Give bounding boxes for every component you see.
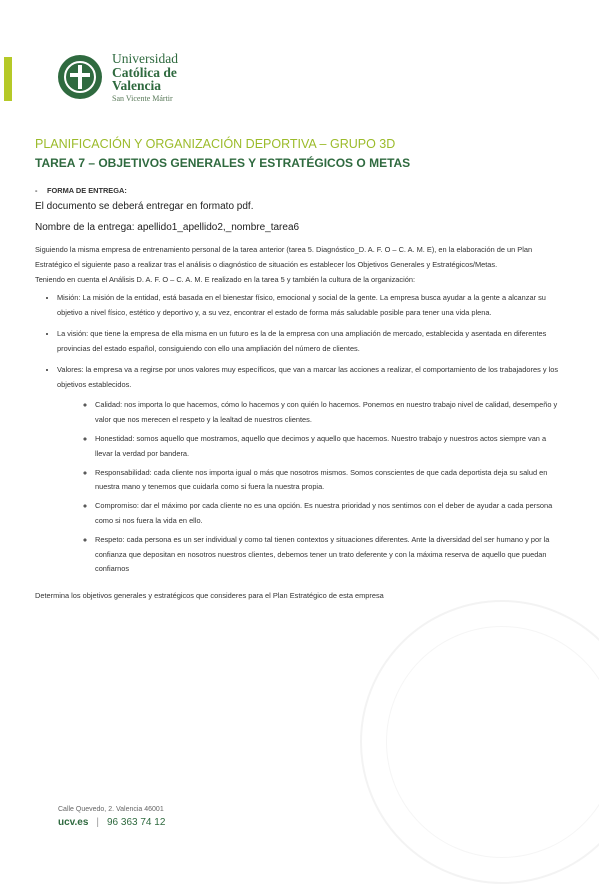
footer-separator: |: [96, 817, 99, 828]
value-honestidad: ◦ Honestidad: somos aquello que mostramos, aquello que decimos y aquello que hacemos. Nuestro trabajo y nuestros actos siempre van a llevar la verdad por bandera.: [95, 432, 565, 462]
intro-paragraph-2: Teniendo en cuenta el Análisis D. A. F. O – C. A. M. E realizado en la tarea 5 y también la cultura de la organización:: [35, 274, 416, 284]
dash-bullet: -: [35, 186, 38, 195]
footer-contact: [58, 817, 165, 828]
university-logo: [58, 52, 178, 103]
footer-address: Calle Quevedo, 2. Valencia 46001: [58, 806, 164, 813]
culture-list: [35, 291, 565, 577]
task-title: TAREA 7 – OBJETIVOS GENERALES Y ESTRATÉGICOS O METAS: [35, 156, 411, 170]
logo-line-1: Universidad: [112, 51, 178, 66]
closing-paragraph: Determina los objetivos generales y estratégicos que consideres para el Plan Estratégico de esta empresa: [35, 591, 384, 601]
website-link[interactable]: ucv.es: [58, 817, 89, 828]
list-item-vision: • La visión: que tiene la empresa de ella misma en un futuro es la de la empresa con una ampliación de mercado, establecida y asentada en diferentes provincias del estado español, consiguiendo con ello una ampliación del número de clientes.: [57, 327, 565, 357]
logo-wordmark: [112, 52, 178, 103]
delivery-heading: [35, 186, 565, 195]
format-line: El documento se deberá entregar en formato pdf.: [35, 201, 254, 212]
intro-paragraph: Siguiendo la misma empresa de entrenamiento personal de la tarea anterior (tarea 5. Diagnóstico_D. A. F. O – C. A. M. E), en la elaboración de un Plan Estratégico el siguiente paso a realizar tras el análisis o diagnóstico de situación es establecer los Objetivos Generales y Estratégicos/Metas.: [35, 245, 533, 269]
list-item-mision: • Misión: La misión de la entidad, está basada en el bienestar físico, emocional y social de la gente. La empresa busca ayudar a la gente a alcanzar su objetivo a nivel físico, estético y deportivo y, a su vez, encontrar el estado de forma más saludable posible para tener una vida plena.: [57, 291, 565, 321]
logo-line-3: Valencia: [112, 78, 162, 93]
values-list: [57, 398, 565, 577]
logo-line-2: Católica de: [112, 64, 177, 80]
value-calidad: ◦ Calidad: nos importa lo que hacemos, cómo lo hacemos y con quién lo hacemos. Ponemos en nuestro trabajo nivel de calidad, desempeño y valor que nos merecen el respeto y la lealtad de nuestros clientes.: [95, 398, 565, 428]
value-responsabilidad: ◦ Responsabilidad: cada cliente nos importa igual o más que nosotros mismos. Somos conscientes de que cada deportista deja su salud en nuestra mano y tenemos que cuidarla como si fuera la nuestra propia.: [95, 466, 565, 496]
logo-line-4: San Vicente Mártir: [112, 93, 173, 103]
seal-icon: [58, 55, 102, 99]
phone-number: 96 363 74 12: [107, 817, 166, 828]
course-title: PLANIFICACIÓN Y ORGANIZACIÓN DEPORTIVA – GRUPO 3D: [35, 137, 396, 151]
delivery-label: FORMA DE ENTREGA:: [47, 186, 127, 195]
filename-line: Nombre de la entrega: apellido1_apellido2,_nombre_tarea6: [35, 222, 300, 233]
watermark-seal: [360, 600, 599, 884]
value-compromiso: ◦ Compromiso: dar el máximo por cada cliente no es una opción. Es nuestra prioridad y nos sentimos con el deber de ayudar a cada persona como si nos fuera la vida en ello.: [95, 499, 565, 529]
accent-bar: [4, 57, 12, 101]
value-respeto: ◦ Respeto: cada persona es un ser individual y como tal tienen contextos y situaciones diferentes. Ante la diversidad del ser humano y por la confianza que depositan en nosotros nuestros clientes, debemos tener un trato deferente y con la máxima reserva de aquello que puedan confiarnos: [95, 533, 565, 577]
document-body: [35, 186, 565, 604]
valores-text: Valores: la empresa va a regirse por unos valores muy específicos, que van a marcar las acciones a realizar, el comportamiento de los trabajadores y los objetivos establecidos.: [57, 364, 559, 389]
list-item-valores: [57, 363, 565, 578]
